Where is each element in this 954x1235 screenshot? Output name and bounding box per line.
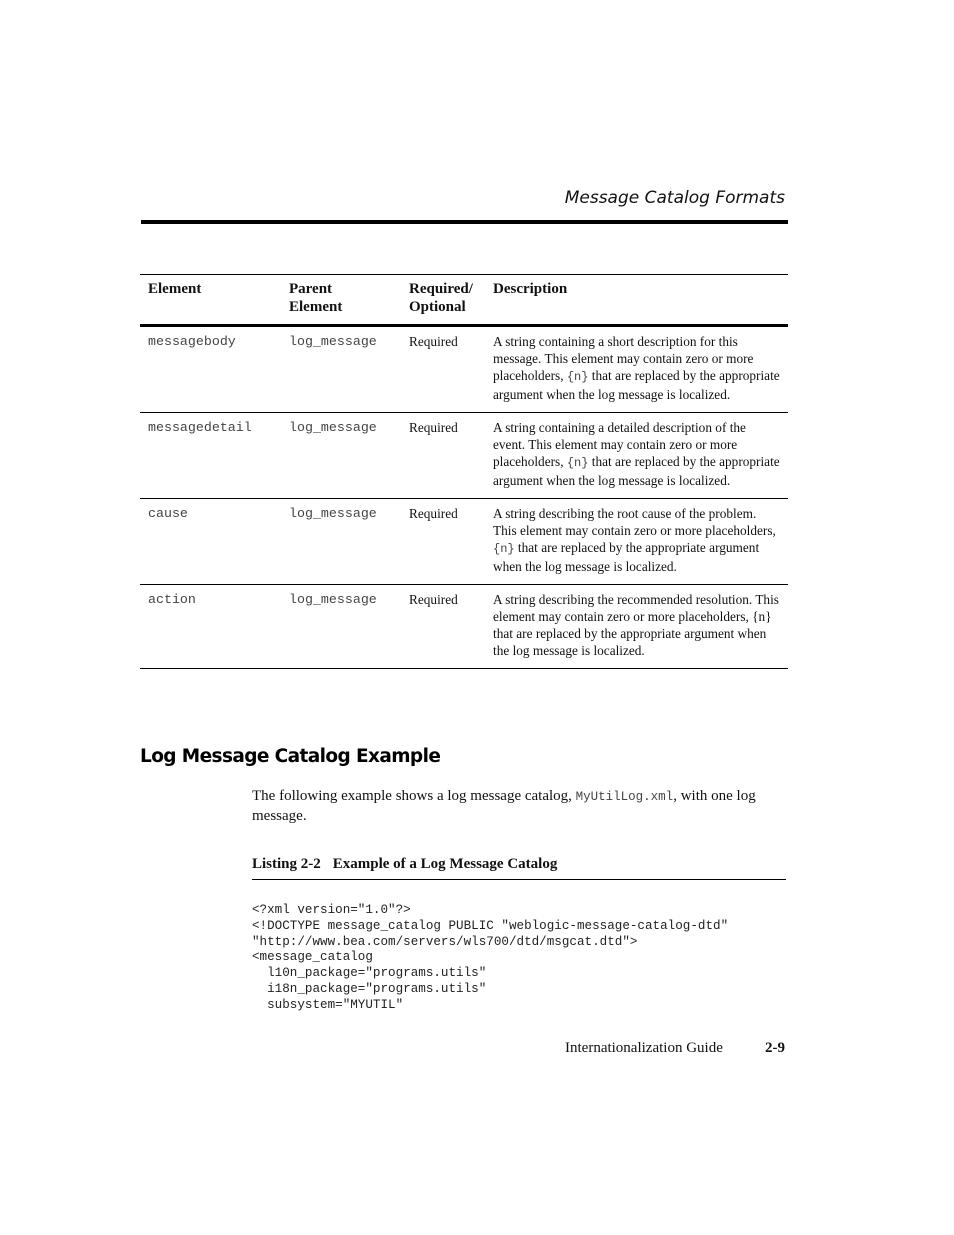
column-header: Parent Element bbox=[281, 275, 401, 326]
description-text: A string describing the root cause of the problem. This element may contain zero or more placeholders, bbox=[493, 506, 776, 538]
file-name: MyUtilLog.xml bbox=[575, 790, 674, 804]
description-text: that are replaced by the appropriate argument when the log message is localized. bbox=[493, 540, 760, 574]
header-rule bbox=[141, 220, 788, 224]
intro-text: , with one log message. bbox=[252, 788, 756, 824]
required-cell: Required bbox=[401, 585, 485, 669]
parent-element-cell: log_message bbox=[281, 413, 401, 499]
description-cell bbox=[485, 585, 788, 669]
element-name-cell: action bbox=[140, 585, 281, 669]
listing-title: Example of a Log Message Catalog bbox=[332, 856, 558, 872]
table-row bbox=[140, 413, 788, 499]
element-table bbox=[140, 274, 788, 669]
required-cell: Required bbox=[401, 499, 485, 585]
element-name-cell: messagedetail bbox=[140, 413, 281, 499]
listing-rule bbox=[252, 879, 786, 880]
description-text: A string describing the recommended resolution. This element may contain zero or more placeholders, {n} that are replaced by the appropriate argument when the log message is localized. bbox=[493, 592, 779, 658]
placeholder-code: {n} bbox=[566, 456, 589, 470]
element-name-cell: messagebody bbox=[140, 326, 281, 413]
section-title: Log Message Catalog Example bbox=[140, 746, 441, 767]
placeholder-code: {n} bbox=[566, 370, 589, 384]
parent-element-cell: log_message bbox=[281, 585, 401, 669]
table-row bbox=[140, 585, 788, 669]
page-number: 2-9 bbox=[765, 1040, 785, 1056]
column-header: Description bbox=[485, 275, 788, 326]
description-text: A string containing a short description for this message. This element may contain zero or more placeholders, bbox=[493, 334, 754, 383]
description-text: that are replaced by the appropriate argument when the log message is localized. bbox=[493, 454, 780, 488]
table-row bbox=[140, 499, 788, 585]
parent-element-cell: log_message bbox=[281, 326, 401, 413]
listing-number: Listing 2-2 bbox=[252, 856, 321, 872]
table-row bbox=[140, 326, 788, 413]
intro-text: The following example shows a log message catalog, bbox=[252, 788, 576, 804]
footer-guide-title: Internationalization Guide bbox=[565, 1040, 723, 1056]
description-text: A string containing a detailed description of the event. This element may contain zero or more placeholders, bbox=[493, 420, 746, 469]
required-cell: Required bbox=[401, 413, 485, 499]
description-cell bbox=[485, 326, 788, 413]
element-name-cell: cause bbox=[140, 499, 281, 585]
parent-element-cell: log_message bbox=[281, 499, 401, 585]
column-header: Required/ Optional bbox=[401, 275, 485, 326]
placeholder-code: {n} bbox=[493, 542, 515, 556]
table-header-row bbox=[140, 275, 788, 326]
description-cell bbox=[485, 413, 788, 499]
listing-caption bbox=[252, 856, 557, 873]
intro-paragraph bbox=[252, 787, 788, 826]
code-listing: <?xml version="1.0"?> <!DOCTYPE message_catalog PUBLIC "weblogic-message-catalog-dtd" "http://www.bea.com/servers/wls700/dtd/msgcat.dtd"> <message_catalog l10n_package="programs.utils" i18n_package="programs.utils" subsystem="MYUTIL" bbox=[252, 903, 729, 1012]
column-header: Element bbox=[140, 275, 281, 326]
description-text: that are replaced by the appropriate argument when the log message is localized. bbox=[493, 368, 780, 402]
running-head-title: Message Catalog Formats bbox=[564, 188, 785, 208]
required-cell: Required bbox=[401, 326, 485, 413]
description-cell bbox=[485, 499, 788, 585]
